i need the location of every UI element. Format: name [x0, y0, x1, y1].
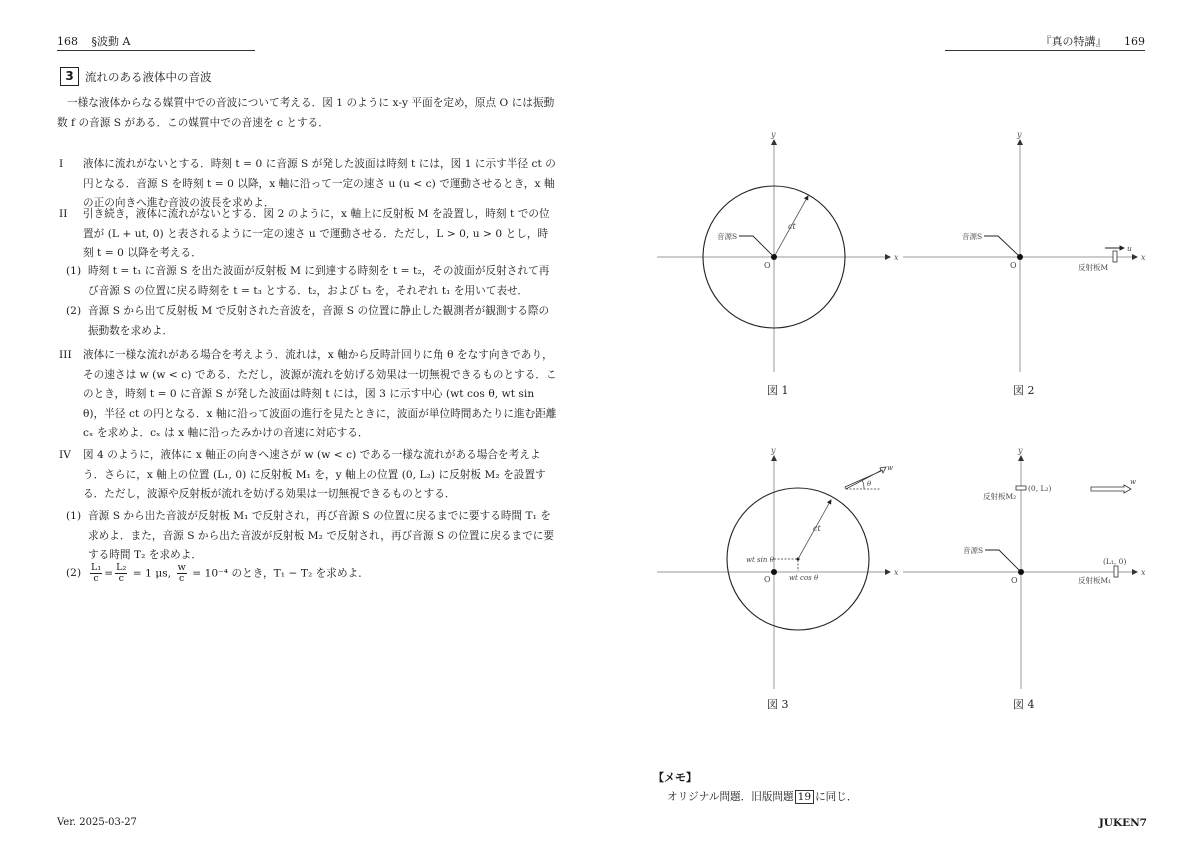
- fraction-l2-over-c: $\frac{\text{L₂}}{c}$: [116, 562, 127, 584]
- subquestion-label: (2): [66, 305, 82, 317]
- angle-label: θ: [867, 480, 872, 488]
- source-label: 音源S: [717, 232, 738, 241]
- reflector-m: [1113, 251, 1117, 262]
- flow-arrow-icon: [845, 467, 886, 489]
- question-label: III: [59, 349, 72, 361]
- source-dot: [771, 569, 777, 575]
- source-leader-line: [985, 550, 1019, 570]
- source-leader-line: [739, 236, 772, 255]
- origin-label: O: [764, 575, 771, 584]
- problem-intro: 一様な液体からなる媒質中での音波について考える．図 1 のように x-y 平面を定め，原点 O には振動数 f の音源 S がある．この媒質中での音速を c とする．: [57, 97, 555, 129]
- problem-number-box: 3: [60, 67, 79, 86]
- subquestion-text: 時刻 t = t₁ に音源 S を出た波面が反射板 M に到達する時刻を t = t₂，その波面が反射されて再び音源 S の位置に戻る時刻を t = t₃ とする．t₂，および t₃ を，それぞれ t₁ を用いて表せ．: [88, 265, 550, 297]
- figure-3: [657, 446, 899, 711]
- x-axis-label: x: [1141, 253, 1146, 262]
- y-axis-label: y: [771, 130, 776, 139]
- right-page-number: 169: [1124, 35, 1145, 48]
- subquestion-label: (1): [66, 265, 82, 277]
- reflector2-position: (0, L₂): [1028, 484, 1052, 493]
- center-y-label: wt sin θ: [746, 556, 774, 564]
- memo-text-after: に同じ．: [815, 791, 858, 803]
- left-page-number: 168: [57, 35, 78, 48]
- center-x-label: wt cos θ: [789, 574, 819, 582]
- reflector1-label: 反射板M₁: [1078, 576, 1112, 585]
- question-text: 図 4 のように，液体に x 軸正の向きへ速さが w (w < c) である一様な流れがある場合を考えよう．さらに，x 軸上の位置 (L₁, 0) に反射板 M₁ を，y 軸上の位置 (0, L₂) に反射板 M₂ を設置する．ただし，波源や反射板が流れを妨げる効果は一切無視できるものとする．: [83, 449, 546, 500]
- figure-caption: 図 3: [767, 698, 789, 711]
- flow-label: w: [1130, 478, 1136, 486]
- question-label: I: [59, 158, 64, 170]
- flow-arrow-icon: [1091, 485, 1131, 493]
- x-axis-label: x: [894, 253, 899, 262]
- reflector-m2: [1016, 486, 1026, 490]
- subquestion-label: (1): [66, 510, 82, 522]
- problem-title: 流れのある液体中の音波: [85, 69, 212, 84]
- figure-2: [903, 130, 1146, 397]
- source-label: 音源S: [962, 232, 983, 241]
- question-text: 引き続き，液体に流れがないとする．図 2 のように，x 軸上に反射板 M を設置し，時刻 t での位置が (L + ut, 0) と表されるように一定の速さ u で運動させる．ただし，L > 0, u > 0 とし，時刻 t = 0 以降を考える．: [83, 208, 550, 259]
- reflector2-label: 反射板M₂: [983, 492, 1017, 501]
- subquestion-label: (2): [66, 566, 82, 579]
- origin-label: O: [764, 261, 771, 270]
- x-axis-label: x: [1141, 568, 1146, 577]
- flow-label: w: [887, 464, 893, 472]
- reflector-label: 反射板M: [1078, 263, 1109, 272]
- y-axis-label: y: [1018, 446, 1023, 455]
- figure-caption: 図 2: [1013, 384, 1035, 397]
- origin-label: O: [1011, 576, 1018, 585]
- source-label: 音源S: [963, 546, 984, 555]
- source-leader-line: [984, 236, 1018, 255]
- radius-label: ct: [813, 524, 821, 533]
- memo-text-before: オリジナル問題．旧版問題: [667, 791, 794, 803]
- equation-tail: = 10⁻⁴ のとき，T₁ − T₂ を求めよ．: [192, 567, 369, 580]
- y-axis-label: y: [1017, 130, 1022, 139]
- figure-caption: 図 4: [1013, 698, 1035, 711]
- reflector1-position: (L₁, 0): [1103, 557, 1127, 566]
- question-label: IV: [59, 449, 71, 461]
- version-label: Ver. 2025-03-27: [57, 817, 137, 828]
- memo-body: [667, 789, 857, 804]
- origin-label: O: [1010, 261, 1017, 270]
- fraction-w-over-c: $\frac{w}{c}$: [177, 562, 186, 584]
- brand-label: JUKEN7: [1098, 817, 1147, 829]
- velocity-label: u: [1127, 244, 1132, 253]
- figure-caption: 図 1: [767, 384, 789, 397]
- old-problem-reference: 19: [795, 790, 814, 804]
- subquestion-text: 音源 S から出た音波が反射板 M₁ で反射され，再び音源 S の位置に戻るまでに要する時間 T₁ を求めよ．また，音源 S から出た音波が反射板 M₂ で反射され，再び音源 S の位置に戻るまでに要する時間 T₂ を求めよ．: [88, 510, 555, 561]
- book-title: 『真の特講』: [1040, 35, 1107, 48]
- reflector-m1: [1114, 566, 1118, 577]
- subquestion-text: 音源 S から出て反射板 M で反射された音波を，音源 S の位置に静止した観測者が観測する際の振動数を求めよ．: [88, 305, 550, 337]
- question-text: 液体に流れがないとする．時刻 t = 0 に音源 S が発した波面は時刻 t には，図 1 に示す半径 ct の円となる．音源 S を時刻 t = 0 以降，x 軸に沿って一定の速さ u (u < c) で運動させるとき，x 軸の正の向きへ進む音波の波長を求めよ．: [83, 158, 556, 209]
- y-axis-label: y: [771, 446, 776, 455]
- equation-value: = 1 μs,: [132, 567, 172, 580]
- subquestion-equation: $\frac{\text{L₁}}{c}$ = $\frac{\text{L₂}}{c}$ = 1 μs, $\frac{w}{c}$ = 10⁻⁴ のとき，T₁ − T₂ を求めよ．: [91, 562, 369, 584]
- memo-heading: 【メモ】: [653, 771, 697, 784]
- x-axis-label: x: [894, 568, 899, 577]
- question-label: II: [59, 208, 68, 220]
- section-title: §波動 A: [91, 35, 131, 48]
- figure-4: [903, 446, 1146, 711]
- fraction-l1-over-c: $\frac{\text{L₁}}{c}$: [91, 562, 102, 584]
- radius-label: ct: [788, 222, 796, 231]
- question-text: 液体に一様な流れがある場合を考えよう．流れは，x 軸から反時計回りに角 θ をなす向きであり，その速さは w (w < c) である．ただし，波源が流れを妨げる効果は一切無視できるものとする．このとき，時刻 t = 0 に音源 S が発した波面は時刻 t には，図 3 に示す中心 (wt cos θ, wt sin θ)，半径 ct の円となる．x 軸に沿って波面の進行を見たときに，波面が単位時間あたりに進む距離 cₓ を求めよ．cₓ は x 軸に沿ったみかけの音速に対応する．: [83, 349, 557, 439]
- figure-1: [657, 130, 899, 397]
